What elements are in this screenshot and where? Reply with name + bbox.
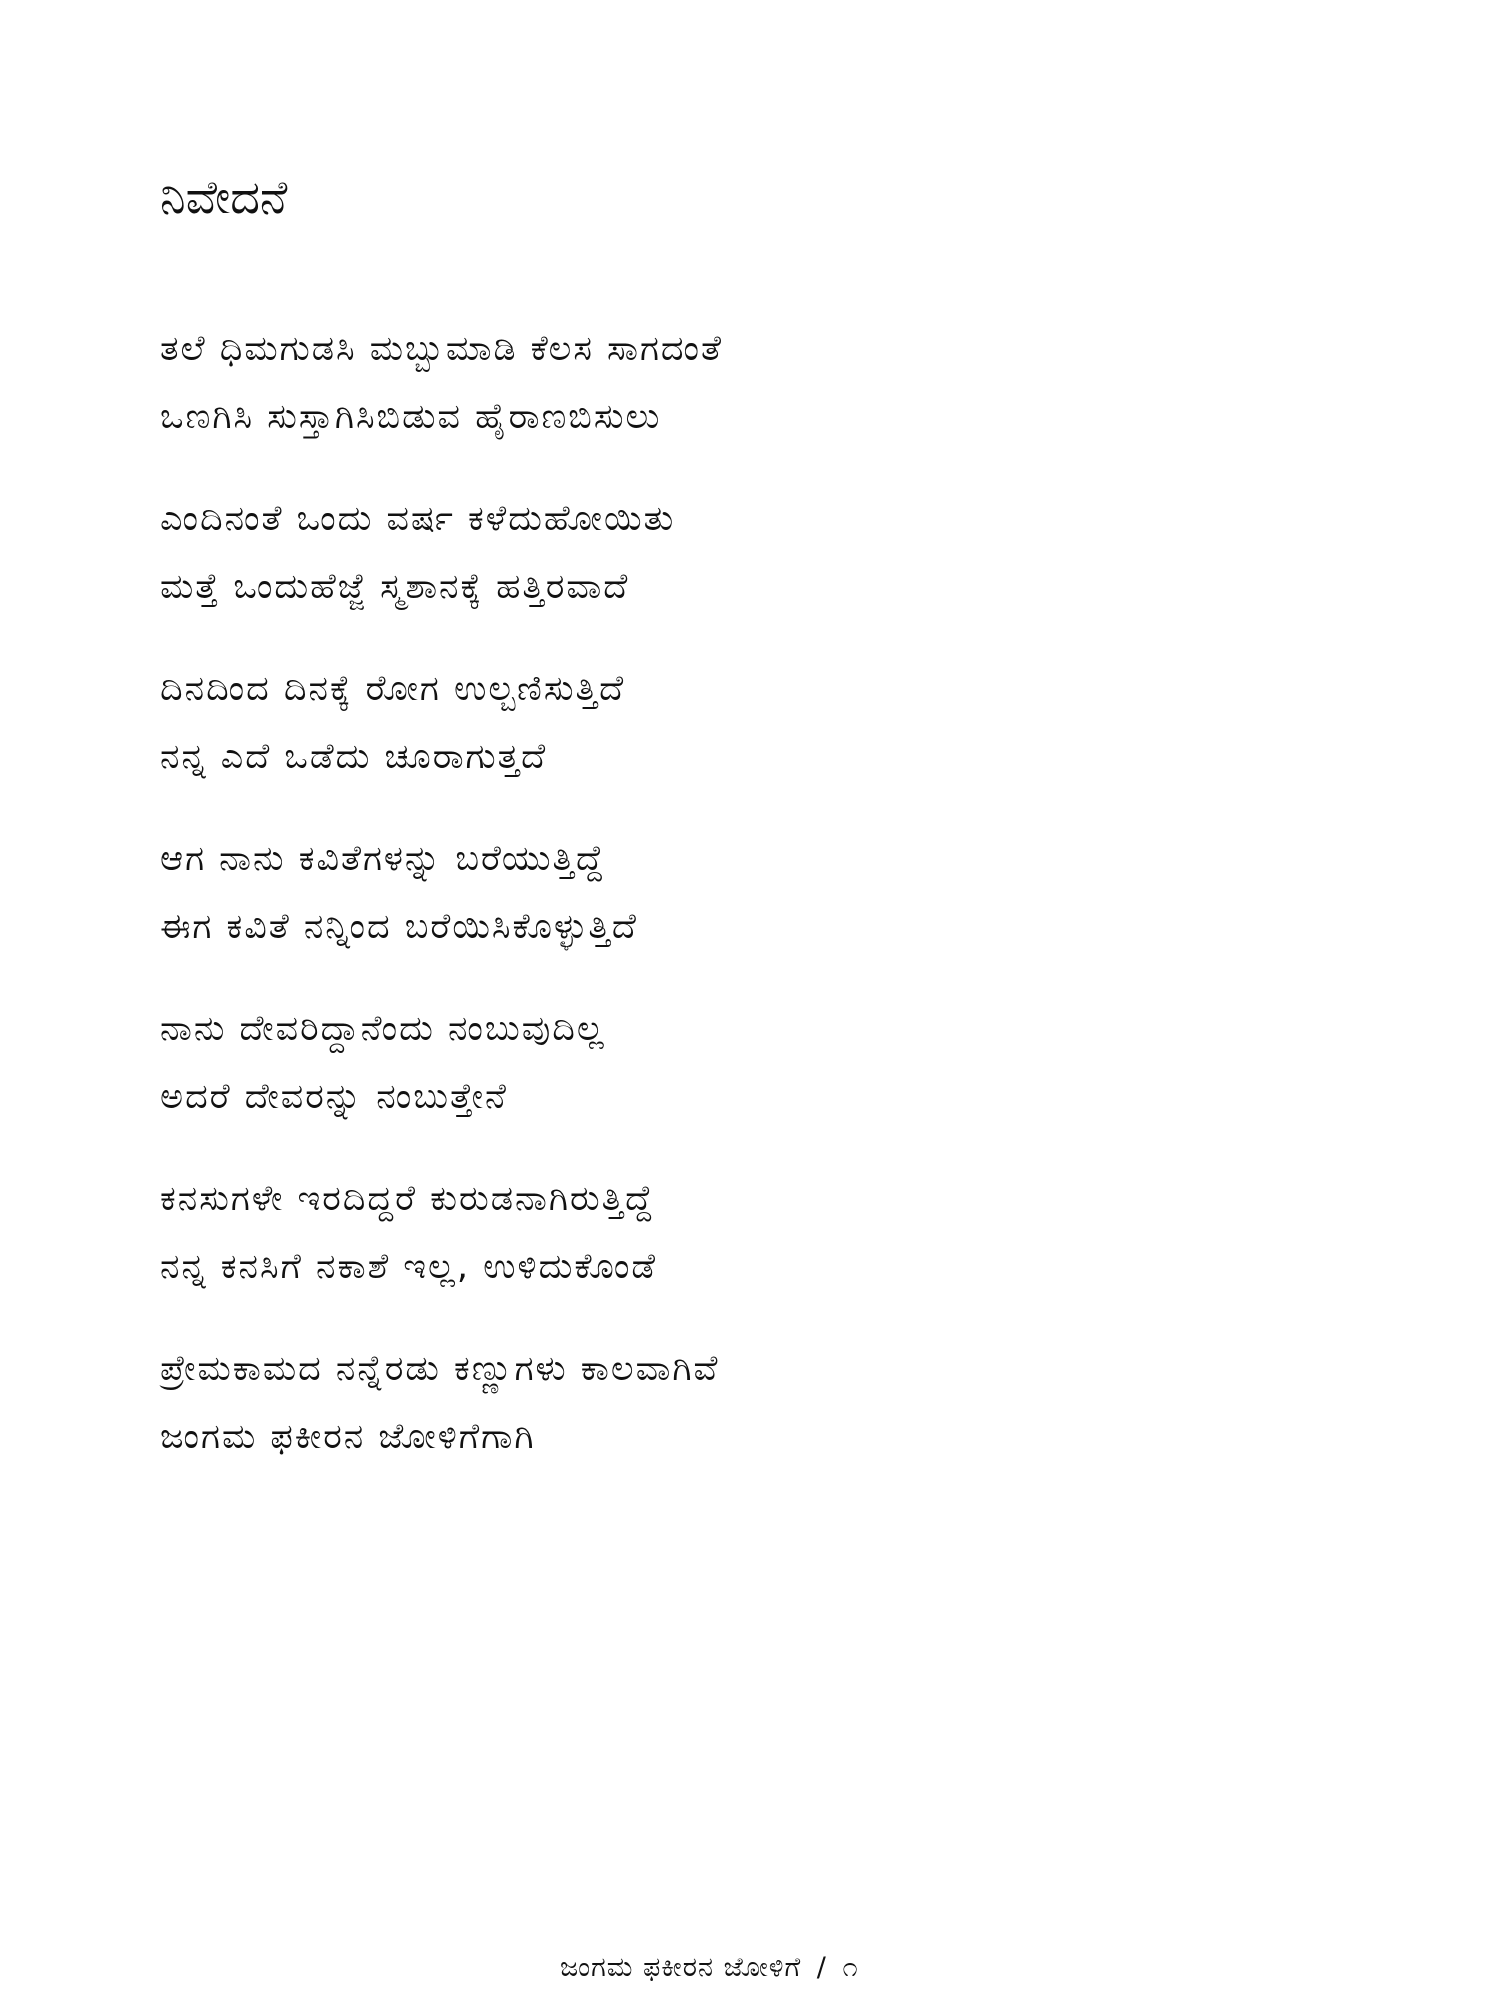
stanza (160, 1165, 1310, 1301)
poem-line: ದಿನದಿಂದ ದಿನಕ್ಕೆ ರೋಗ ಉಲ್ಬಣಿಸುತ್ತಿದೆ (160, 669, 626, 709)
poem-line: ನಾನು ದೇವರಿದ್ದಾನೆಂದು ನಂಬುವುದಿಲ್ಲ (160, 1009, 606, 1049)
poem-line: ಜಂಗಮ ಫಕೀರನ ಜೋಳಿಗೆಗಾಗಿ (160, 1417, 536, 1457)
page-footer (560, 1950, 859, 1986)
poem-line: ಒಣಗಿಸಿ ಸುಸ್ತಾಗಿಸಿಬಿಡುವ ಹೈರಾಣಬಿಸುಲು (160, 397, 662, 437)
poem-line: ತಲೆ ಧಿಮಗುಡಸಿ ಮಬ್ಬುಮಾಡಿ ಕೆಲಸ ಸಾಗದಂತೆ (160, 329, 723, 369)
stanza (160, 825, 1310, 961)
stanza (160, 655, 1310, 791)
stanza (160, 315, 1310, 451)
stanza (160, 995, 1310, 1131)
poem-line: ಮತ್ತೆ ಒಂದುಹೆಜ್ಜೆ ಸ್ಮಶಾನಕ್ಕೆ ಹತ್ತಿರವಾದೆ (160, 567, 630, 607)
poem-line: ಕನಸುಗಳೇ ಇರದಿದ್ದರೆ ಕುರುಡನಾಗಿರುತ್ತಿದ್ದೆ (160, 1179, 655, 1219)
stanza (160, 485, 1310, 621)
stanza (160, 1335, 1310, 1471)
poem-line: ಆಗ ನಾನು ಕವಿತೆಗಳನ್ನು ಬರೆಯುತ್ತಿದ್ದೆ (160, 839, 606, 879)
poem-line: ಎಂದಿನಂತೆ ಒಂದು ವರ್ಷ ಕಳೆದುಹೋಯಿತು (160, 499, 676, 539)
page-title: ನಿವೇದನೆ (160, 170, 288, 224)
poem-body (160, 315, 1310, 1505)
poem-line: ನನ್ನ ಎದೆ ಒಡೆದು ಚೂರಾಗುತ್ತದೆ (160, 737, 548, 777)
poem-line: ಪ್ರೇಮಕಾಮದ ನನ್ನೆರಡು ಕಣ್ಣುಗಳು ಕಾಲವಾಗಿವೆ (160, 1349, 720, 1389)
poem-line: ಈಗ ಕವಿತೆ ನನ್ನಿಂದ ಬರೆಯಿಸಿಕೊಳ್ಳುತ್ತಿದೆ (160, 907, 638, 947)
page-number: ೧ (842, 1952, 859, 1983)
poem-line: ಅದರೆ ದೇವರನ್ನು ನಂಬುತ್ತೇನೆ (160, 1077, 508, 1117)
footer-separator: / (816, 1952, 827, 1983)
footer-book-title: ಜಂಗಮ ಫಕೀರನ ಜೋಳಿಗೆ (560, 1952, 802, 1983)
poem-line: ನನ್ನ ಕನಸಿಗೆ ನಕಾಶೆ ಇಲ್ಲ, ಉಳಿದುಕೊಂಡೆ (160, 1247, 658, 1287)
